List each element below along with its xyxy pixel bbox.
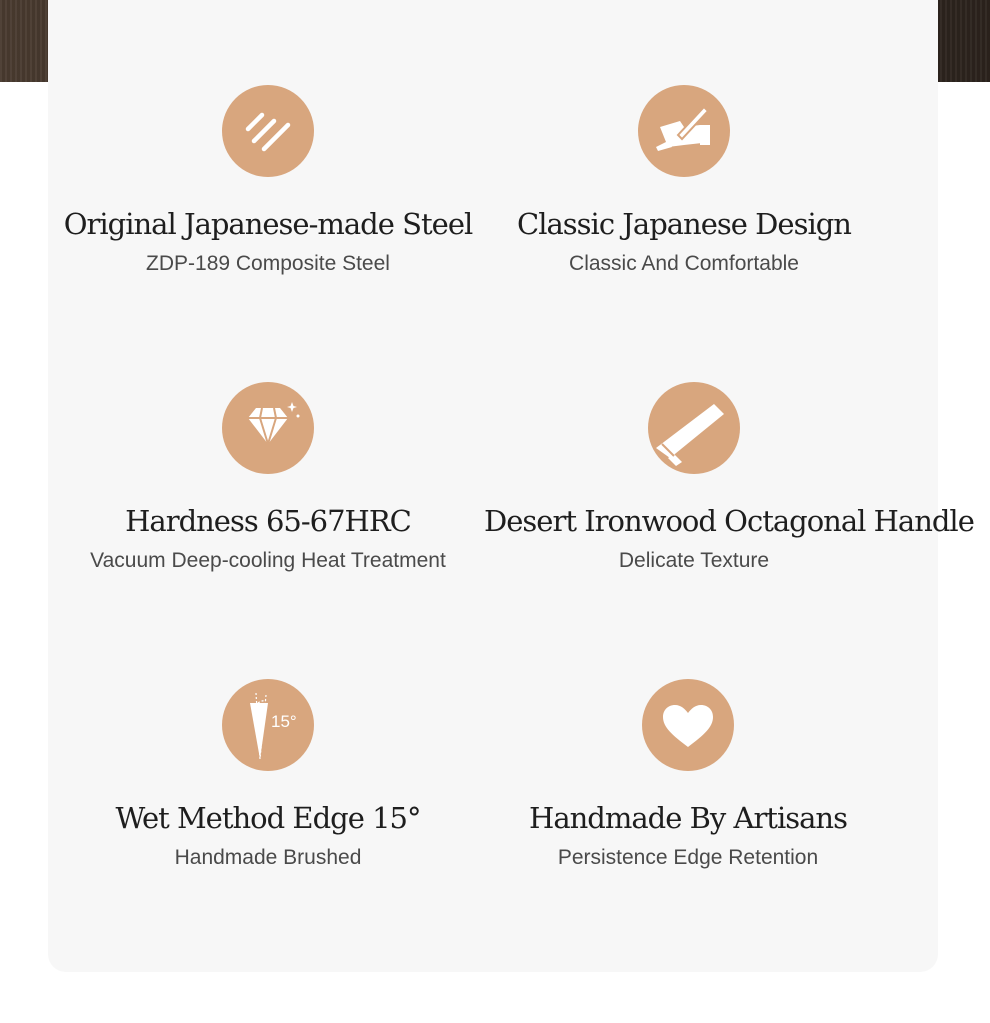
hand-writing-icon xyxy=(638,85,730,177)
blade-angle-icon xyxy=(222,679,314,771)
handle-icon xyxy=(648,382,740,474)
feature-subtitle: Delicate Texture xyxy=(618,549,770,572)
feature-handmade xyxy=(478,679,898,871)
feature-subtitle: Handmade Brushed xyxy=(174,846,362,869)
feature-subtitle: Persistence Edge Retention xyxy=(557,846,819,869)
feature-subtitle: Vacuum Deep-cooling Heat Treatment xyxy=(90,549,446,572)
features-card xyxy=(48,0,974,972)
feature-title: Wet Method Edge 15° xyxy=(115,801,421,835)
feature-title: Original Japanese-made Steel xyxy=(63,207,473,241)
feature-title: Classic Japanese Design xyxy=(517,207,851,241)
feature-title: Desert Ironwood Octagonal Handle xyxy=(484,504,974,538)
heart-icon xyxy=(642,679,734,771)
steel-lines-icon xyxy=(222,85,314,177)
feature-hardness xyxy=(58,382,478,574)
feature-edge xyxy=(58,679,478,871)
feature-title: Hardness 65-67HRC xyxy=(125,504,411,538)
feature-steel xyxy=(58,85,478,277)
feature-subtitle: Classic And Comfortable xyxy=(569,252,799,275)
diamond-icon xyxy=(222,382,314,474)
feature-title: Handmade By Artisans xyxy=(529,801,847,835)
feature-design xyxy=(474,85,894,277)
feature-subtitle: ZDP-189 Composite Steel xyxy=(146,252,390,275)
feature-handle xyxy=(484,382,974,574)
angle-label: 15° xyxy=(271,712,297,731)
